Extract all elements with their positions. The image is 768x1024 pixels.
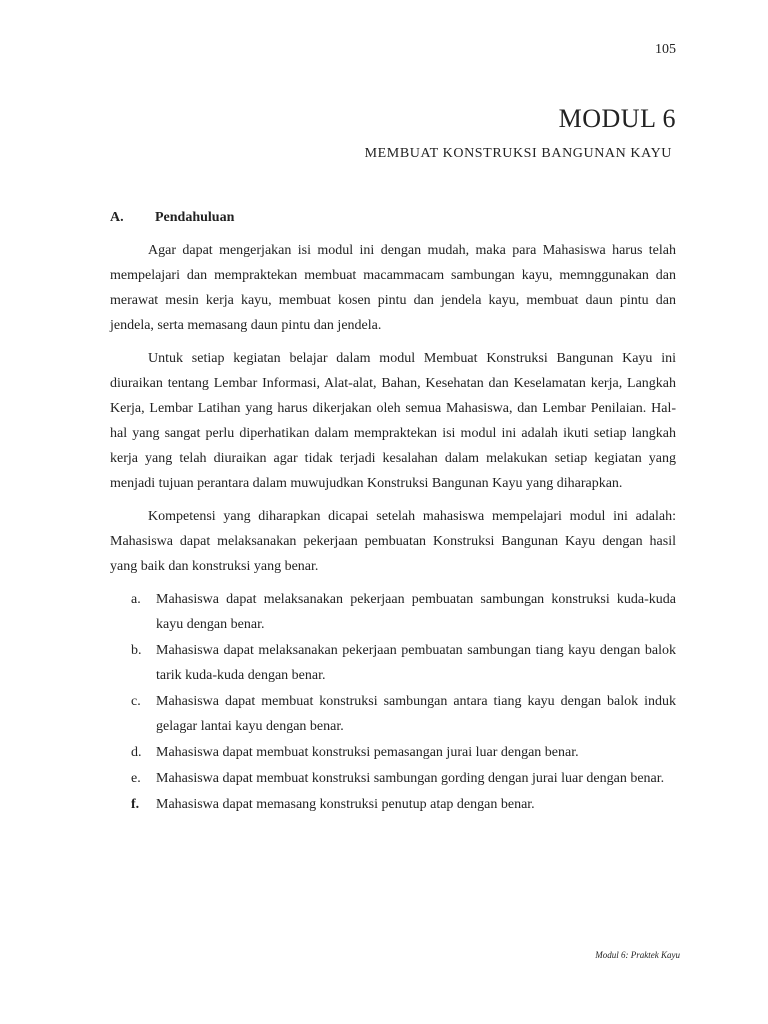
list-marker: e.: [131, 771, 141, 786]
list-item-text: Mahasiswa dapat memasang konstruksi penutup atap dengan benar.: [156, 797, 535, 812]
section-number: A.: [110, 210, 124, 225]
list-item: [110, 587, 676, 637]
list-item-text: Mahasiswa dapat melaksanakan pekerjaan pembuatan sambungan konstruksi kuda-kuda kayu dengan benar.: [156, 592, 676, 632]
list-item-text: Mahasiswa dapat membuat konstruksi sambungan gording dengan jurai luar dengan benar.: [156, 771, 665, 786]
list-item-text: Mahasiswa dapat membuat konstruksi sambungan antara tiang kayu dengan balok induk gelagar lantai kayu dengan benar.: [156, 694, 676, 734]
list-marker: f.: [131, 797, 140, 812]
section-title: Pendahuluan: [155, 210, 235, 225]
paragraph: Kompetensi yang diharapkan dicapai setelah mahasiswa mempelajari modul ini adalah: Mahasiswa dapat melaksanakan pekerjaan pembuatan Konstruksi Bangunan Kayu dengan hasil yang baik dan konstruksi yang benar.: [110, 509, 676, 574]
list-item: [110, 766, 676, 791]
list-marker: b.: [131, 643, 142, 658]
list-item: [110, 638, 676, 688]
section-heading: [110, 210, 234, 226]
page-footer: Modul 6: Praktek Kayu: [595, 950, 680, 960]
list-marker: a.: [131, 592, 141, 607]
list-marker: c.: [131, 694, 141, 709]
list-marker: d.: [131, 745, 142, 760]
list-item: [110, 689, 676, 739]
module-title: MODUL 6: [558, 104, 676, 133]
body-text: [110, 238, 676, 818]
list-item: [110, 792, 676, 817]
paragraph: Untuk setiap kegiatan belajar dalam modul Membuat Konstruksi Bangunan Kayu ini diuraikan tentang Lembar Informasi, Alat-alat, Bahan, Kesehatan dan Keselamatan kerja, Langkah Kerja, Lembar Latihan yang harus dikerjakan oleh semua Mahasiswa, dan Lembar Penilaian. Hal-hal yang sangat perlu diperhatikan dalam mempraktekan isi modul ini adalah ikuti setiap langkah kerja yang telah diuraikan agar tidak terjadi kesalahan dalam melakukan setiap kegiatan yang menjadi tujuan perantara dalam muwujudkan Konstruksi Bangunan Kayu yang diharapkan.: [110, 351, 676, 491]
page-number: 105: [655, 42, 676, 57]
paragraph: Agar dapat mengerjakan isi modul ini dengan mudah, maka para Mahasiswa harus telah mempelajari dan mempraktekan membuat macammacam sambungan kayu, memnggunakan dan merawat mesin kerja kayu, membuat kosen pintu dan jendela kayu, membuat daun pintu dan jendela, serta memasang daun pintu dan jendela.: [110, 243, 676, 333]
list-item-text: Mahasiswa dapat melaksanakan pekerjaan pembuatan sambungan tiang kayu dengan balok tarik kuda-kuda dengan benar.: [156, 643, 676, 683]
competency-list: [110, 587, 676, 817]
list-item: [110, 740, 676, 765]
list-item-text: Mahasiswa dapat membuat konstruksi pemasangan jurai luar dengan benar.: [156, 745, 579, 760]
module-subtitle: MEMBUAT KONSTRUKSI BANGUNAN KAYU: [364, 146, 672, 161]
